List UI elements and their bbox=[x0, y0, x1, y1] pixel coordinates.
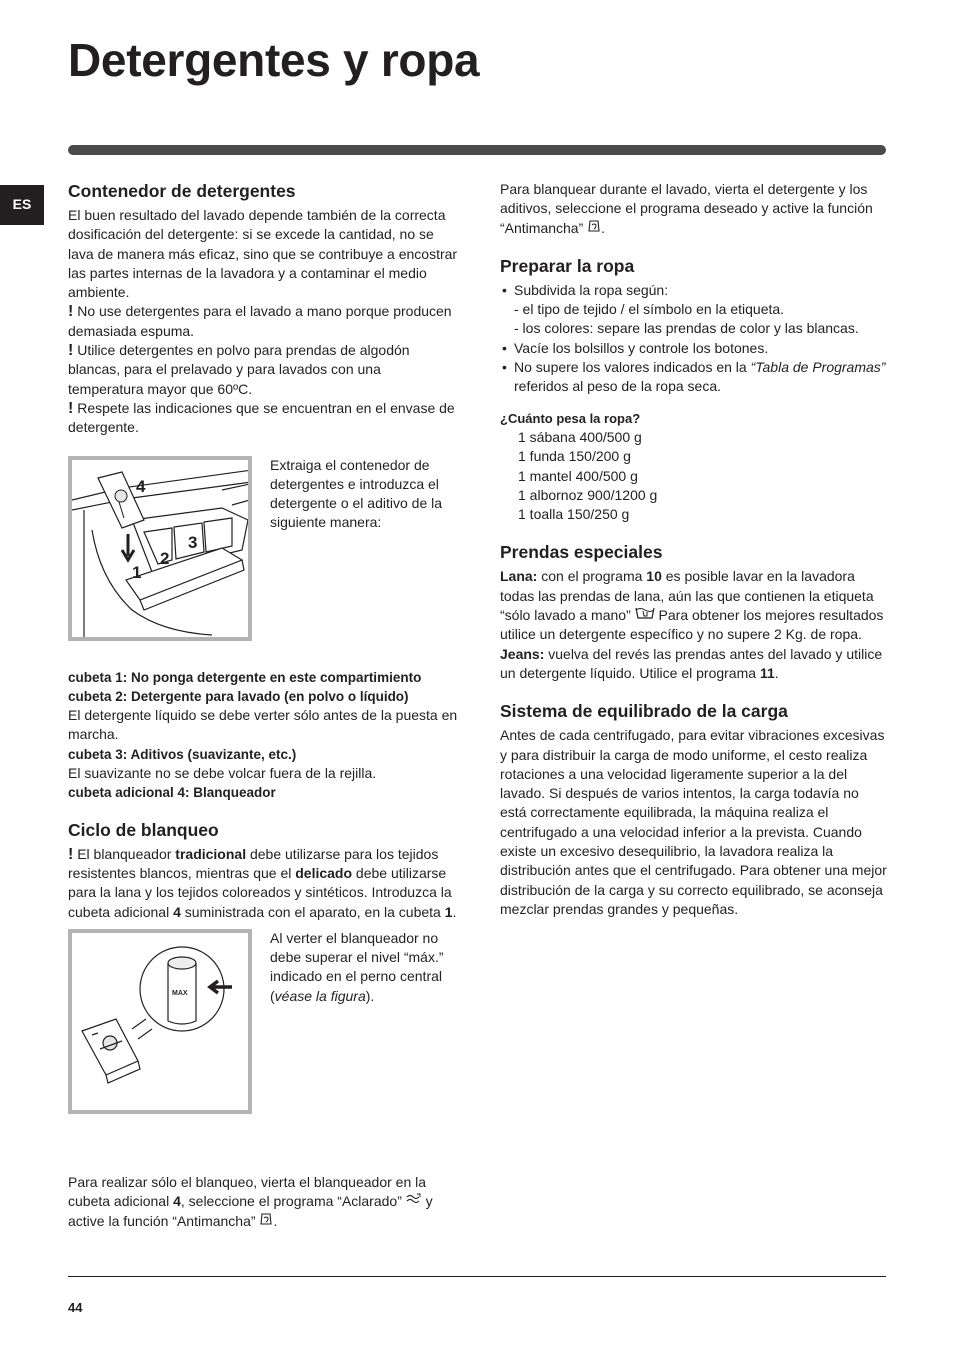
page-title: Detergentes y ropa bbox=[68, 34, 480, 86]
label-4: 4 bbox=[136, 476, 146, 496]
language-tab: ES bbox=[0, 185, 44, 225]
cuanto-section bbox=[500, 409, 888, 525]
list-item: 1 sábana 400/500 g bbox=[518, 428, 642, 445]
label-3: 3 bbox=[188, 532, 198, 552]
drawer-caption: Extraiga el contenedor de detergentes e introduzca el detergente o el aditivo de la siguiente manera: bbox=[270, 456, 443, 531]
cubeta-2: cubeta 2: Detergente para lavado (en polvo o líquido) bbox=[68, 688, 409, 704]
heading-sistema: Sistema de equilibrado de la carga bbox=[500, 701, 788, 722]
drawer-drawing bbox=[72, 460, 248, 637]
left-column bbox=[68, 180, 458, 1114]
footer-divider bbox=[68, 1276, 886, 1277]
lana-text: Lana: con el programa 10 es posible lavar en la lavadora todas las prendas de lana, aún las que contienen la etiqueta “sólo lavado a mano” Para obtener los mejores resultados utilice un detergente específico y no supere 2 Kg. de ropa. bbox=[500, 568, 884, 643]
list-item: • Vacíe los bolsillos y controle los botones. bbox=[500, 339, 888, 358]
heading-cuanto: ¿Cuánto pesa la ropa? bbox=[500, 410, 641, 426]
heading-prendas: Prendas especiales bbox=[500, 542, 663, 563]
warning-1: ! No use detergentes para el lavado a mano porque producen demasiada espuma. bbox=[68, 303, 452, 339]
warning-icon: ! bbox=[68, 303, 74, 321]
list-item: 1 mantel 400/500 g bbox=[518, 467, 638, 484]
warning-icon: ! bbox=[68, 399, 74, 417]
cubeta-3: cubeta 3: Aditivos (suavizante, etc.) bbox=[68, 746, 297, 762]
label-2: 2 bbox=[160, 548, 170, 568]
list-subitem: - el tipo de tejido / el símbolo en la etiqueta. bbox=[514, 301, 785, 318]
blanqueo-section bbox=[68, 819, 458, 922]
sistema-text: Antes de cada centrifugado, para evitar vibraciones excesivas y para distribuir la carga de modo uniforme, el cesto realiza rotaciones a una velocidad ligeramente superior a la del lavado. Si después de varios intentos, la carga todavía no está correctamente equilibrada, la máquina realiza el centrifugado a una velocidad inferior a la prevista. Cuando existe un excesivo desequilibrio, la lavadora realiza la distribución antes que el centrifugado. Para obtener una mejor distribución de la carga y su correcto equilibrado, se aconseja mezclar prendas grandes y pequeñas. bbox=[500, 727, 887, 917]
figure-detergent-drawer bbox=[68, 456, 458, 641]
warning-2: ! Utilice detergentes en polvo para prendas de algodón blancas, para el prelavado y para lavados con una temperatura mayor que 60ºC. bbox=[68, 342, 410, 397]
aclarado-icon bbox=[406, 1192, 422, 1211]
antimancha-icon bbox=[259, 1212, 273, 1231]
antimancha-icon bbox=[587, 219, 601, 238]
jeans-text: Jeans: vuelva del revés las prendas antes del lavado y utilice un detergente líquido. Utilice el programa 11. bbox=[500, 645, 883, 681]
cubeta-4: cubeta adicional 4: Blanqueador bbox=[68, 785, 276, 801]
list-item: 1 albornoz 900/1200 g bbox=[518, 486, 658, 503]
label-1: 1 bbox=[132, 562, 142, 582]
sistema-section bbox=[500, 700, 888, 919]
prendas-section bbox=[500, 541, 888, 683]
preparar-list bbox=[500, 281, 888, 397]
warning-3: ! Respete las indicaciones que se encuentran en el envase de detergente. bbox=[68, 399, 455, 436]
list-item: • No supere los valores indicados en la “Tabla de Programas” referidos al peso de la ropa seca. bbox=[500, 358, 888, 397]
drawer-illustration bbox=[68, 456, 252, 641]
bleach-drawing bbox=[72, 933, 248, 1110]
right-column bbox=[500, 180, 888, 919]
blanqueo-text: ! El blanqueador tradicional debe utilizarse para los tejidos resistentes blancos, mientras que el delicado debe utilizarse para la lana y los tejidos coloreados y sintéticos. Introduzca la cubeta adicional 4 suministrada con el aparato, en la cubeta 1. bbox=[68, 845, 457, 920]
page-number: 44 bbox=[68, 1300, 83, 1315]
list-item: • Subdivida la ropa según: bbox=[500, 281, 888, 300]
heading-preparar: Preparar la ropa bbox=[500, 255, 635, 276]
heading-blanqueo: Ciclo de blanqueo bbox=[68, 819, 219, 840]
figure-bleach-cup bbox=[68, 929, 458, 1114]
contenedor-paragraph: El buen resultado del lavado depende también de la correcta dosificación del detergente: si se excede la cantidad, no se lava de manera más eficaz, sino que se contribuye a encostrar las partes internas de la lavadora y a contaminar el medio ambiente. bbox=[68, 207, 458, 301]
warning-icon: ! bbox=[68, 845, 74, 863]
max-label: MAX bbox=[172, 989, 188, 997]
bleach-caption: Al verter el blanqueador no debe superar el nivel “máx.” indicado en el perno central (véase la figura). bbox=[270, 929, 444, 1004]
cubeta-3-text: El suavizante no se debe volcar fuera de la rejilla. bbox=[68, 765, 377, 782]
cubeta-2-text: El detergente líquido se debe verter sólo antes de la puesta en marcha. bbox=[68, 707, 458, 743]
blanqueo-only-paragraph: Para realizar sólo el blanqueo, vierta el blanqueador en la cubeta adicional 4, seleccione el programa “Aclarado” y active la función “Antimancha” . bbox=[68, 1173, 458, 1231]
list-subitem: - los colores: separe las prendas de color y las blancas. bbox=[514, 320, 859, 337]
warning-icon: ! bbox=[68, 342, 74, 360]
list-item: 1 toalla 150/250 g bbox=[518, 506, 630, 523]
heading-contenedor: Contenedor de detergentes bbox=[68, 181, 296, 201]
intro-paragraph: Para blanquear durante el lavado, vierta el detergente y los aditivos, seleccione el programa deseado y active la función “Antimancha” . bbox=[500, 180, 888, 238]
cubeta-1: cubeta 1: No ponga detergente en este compartimiento bbox=[68, 669, 422, 685]
bleach-illustration bbox=[68, 929, 252, 1114]
list-item: 1 funda 150/200 g bbox=[518, 448, 631, 465]
preparar-section bbox=[500, 255, 888, 397]
handwash-icon bbox=[635, 606, 655, 625]
title-divider bbox=[68, 145, 886, 155]
cubetas-section bbox=[68, 668, 458, 803]
weights-list bbox=[500, 428, 888, 524]
